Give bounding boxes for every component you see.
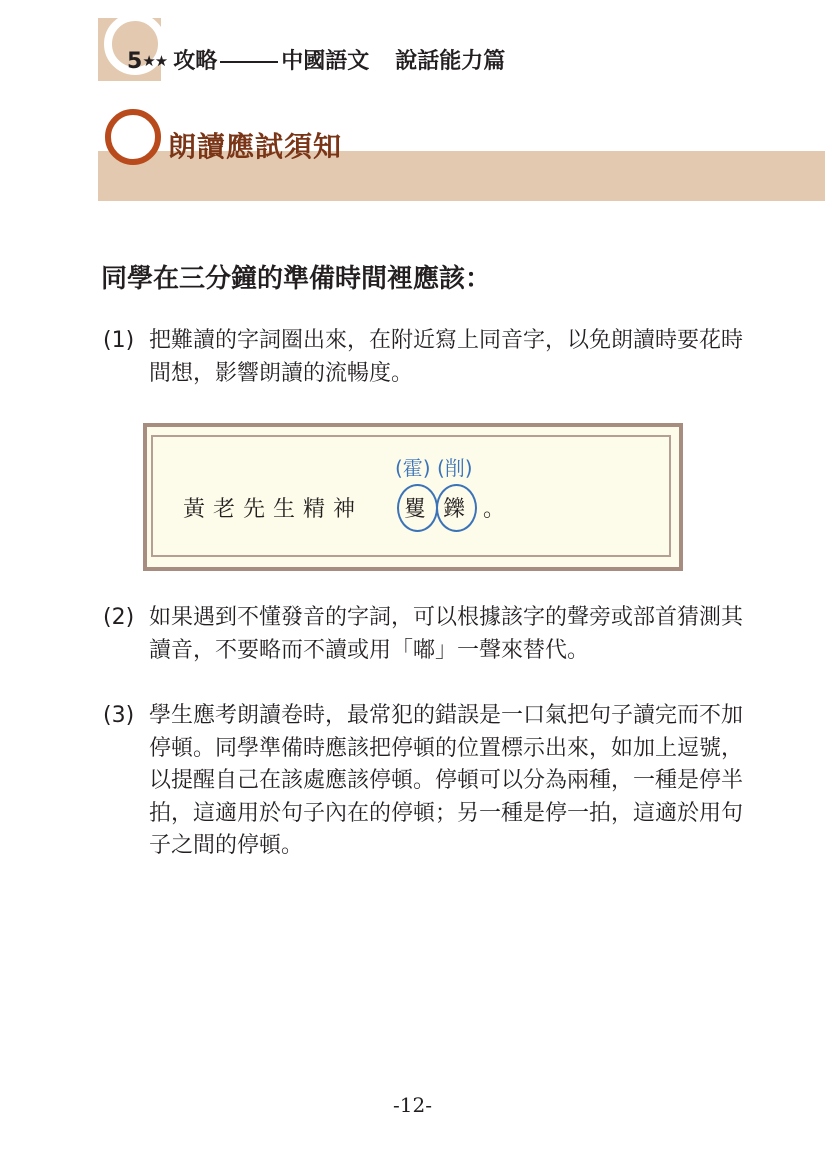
header-title: 攻略 (173, 49, 218, 74)
header-dash (220, 61, 278, 63)
sentence-period: 。 (483, 497, 506, 522)
header-section: 說話能力篇 (395, 49, 506, 74)
running-header (127, 44, 505, 75)
item-text: 如果遇到不懂發音的字詞，可以根據該字的聲旁或部首猜測其讀音，不要略而不讀或用「嘟」一聲來替代。 (149, 605, 744, 663)
example-sentence: 黃老先生精神 (183, 497, 364, 522)
list-item-1 (103, 325, 743, 390)
list-item-3 (103, 700, 743, 863)
item-text: 學生應考朗讀卷時，最常犯的錯誤是一口氣把句子讀完而不加停頓。同學準備時應該把停頓的位置標示出來，如加上逗號，以提醒自己在該處應該停頓。停頓可以分為兩種，一種是停半拍，這適用於句子內在的停頓；另一種是停一拍，這適於用句子之間的停頓。 (149, 703, 744, 858)
item-text: 把難讀的字詞圈出來，在附近寫上同音字，以免朗讀時要花時間想，影響朗讀的流暢度。 (149, 328, 744, 386)
section-circle-icon (105, 109, 161, 165)
subheading: 同學在三分鐘的準備時間裡應該： (101, 264, 492, 294)
circled-char: 矍 (404, 497, 427, 522)
header-subject: 中國語文 (281, 49, 370, 74)
item-number: (3) (103, 703, 135, 728)
list-item-2 (103, 602, 743, 667)
header-number: 5 (127, 49, 143, 74)
header-stars: ★★ (142, 52, 168, 70)
homophone-hint: (削) (437, 456, 473, 480)
homophone-hint: (霍) (395, 456, 431, 480)
item-number: (1) (103, 328, 135, 353)
item-number: (2) (103, 605, 135, 630)
circled-char: 鑠 (443, 497, 466, 522)
page-number: -12- (393, 1093, 432, 1117)
section-title: 朗讀應試須知 (168, 130, 343, 163)
